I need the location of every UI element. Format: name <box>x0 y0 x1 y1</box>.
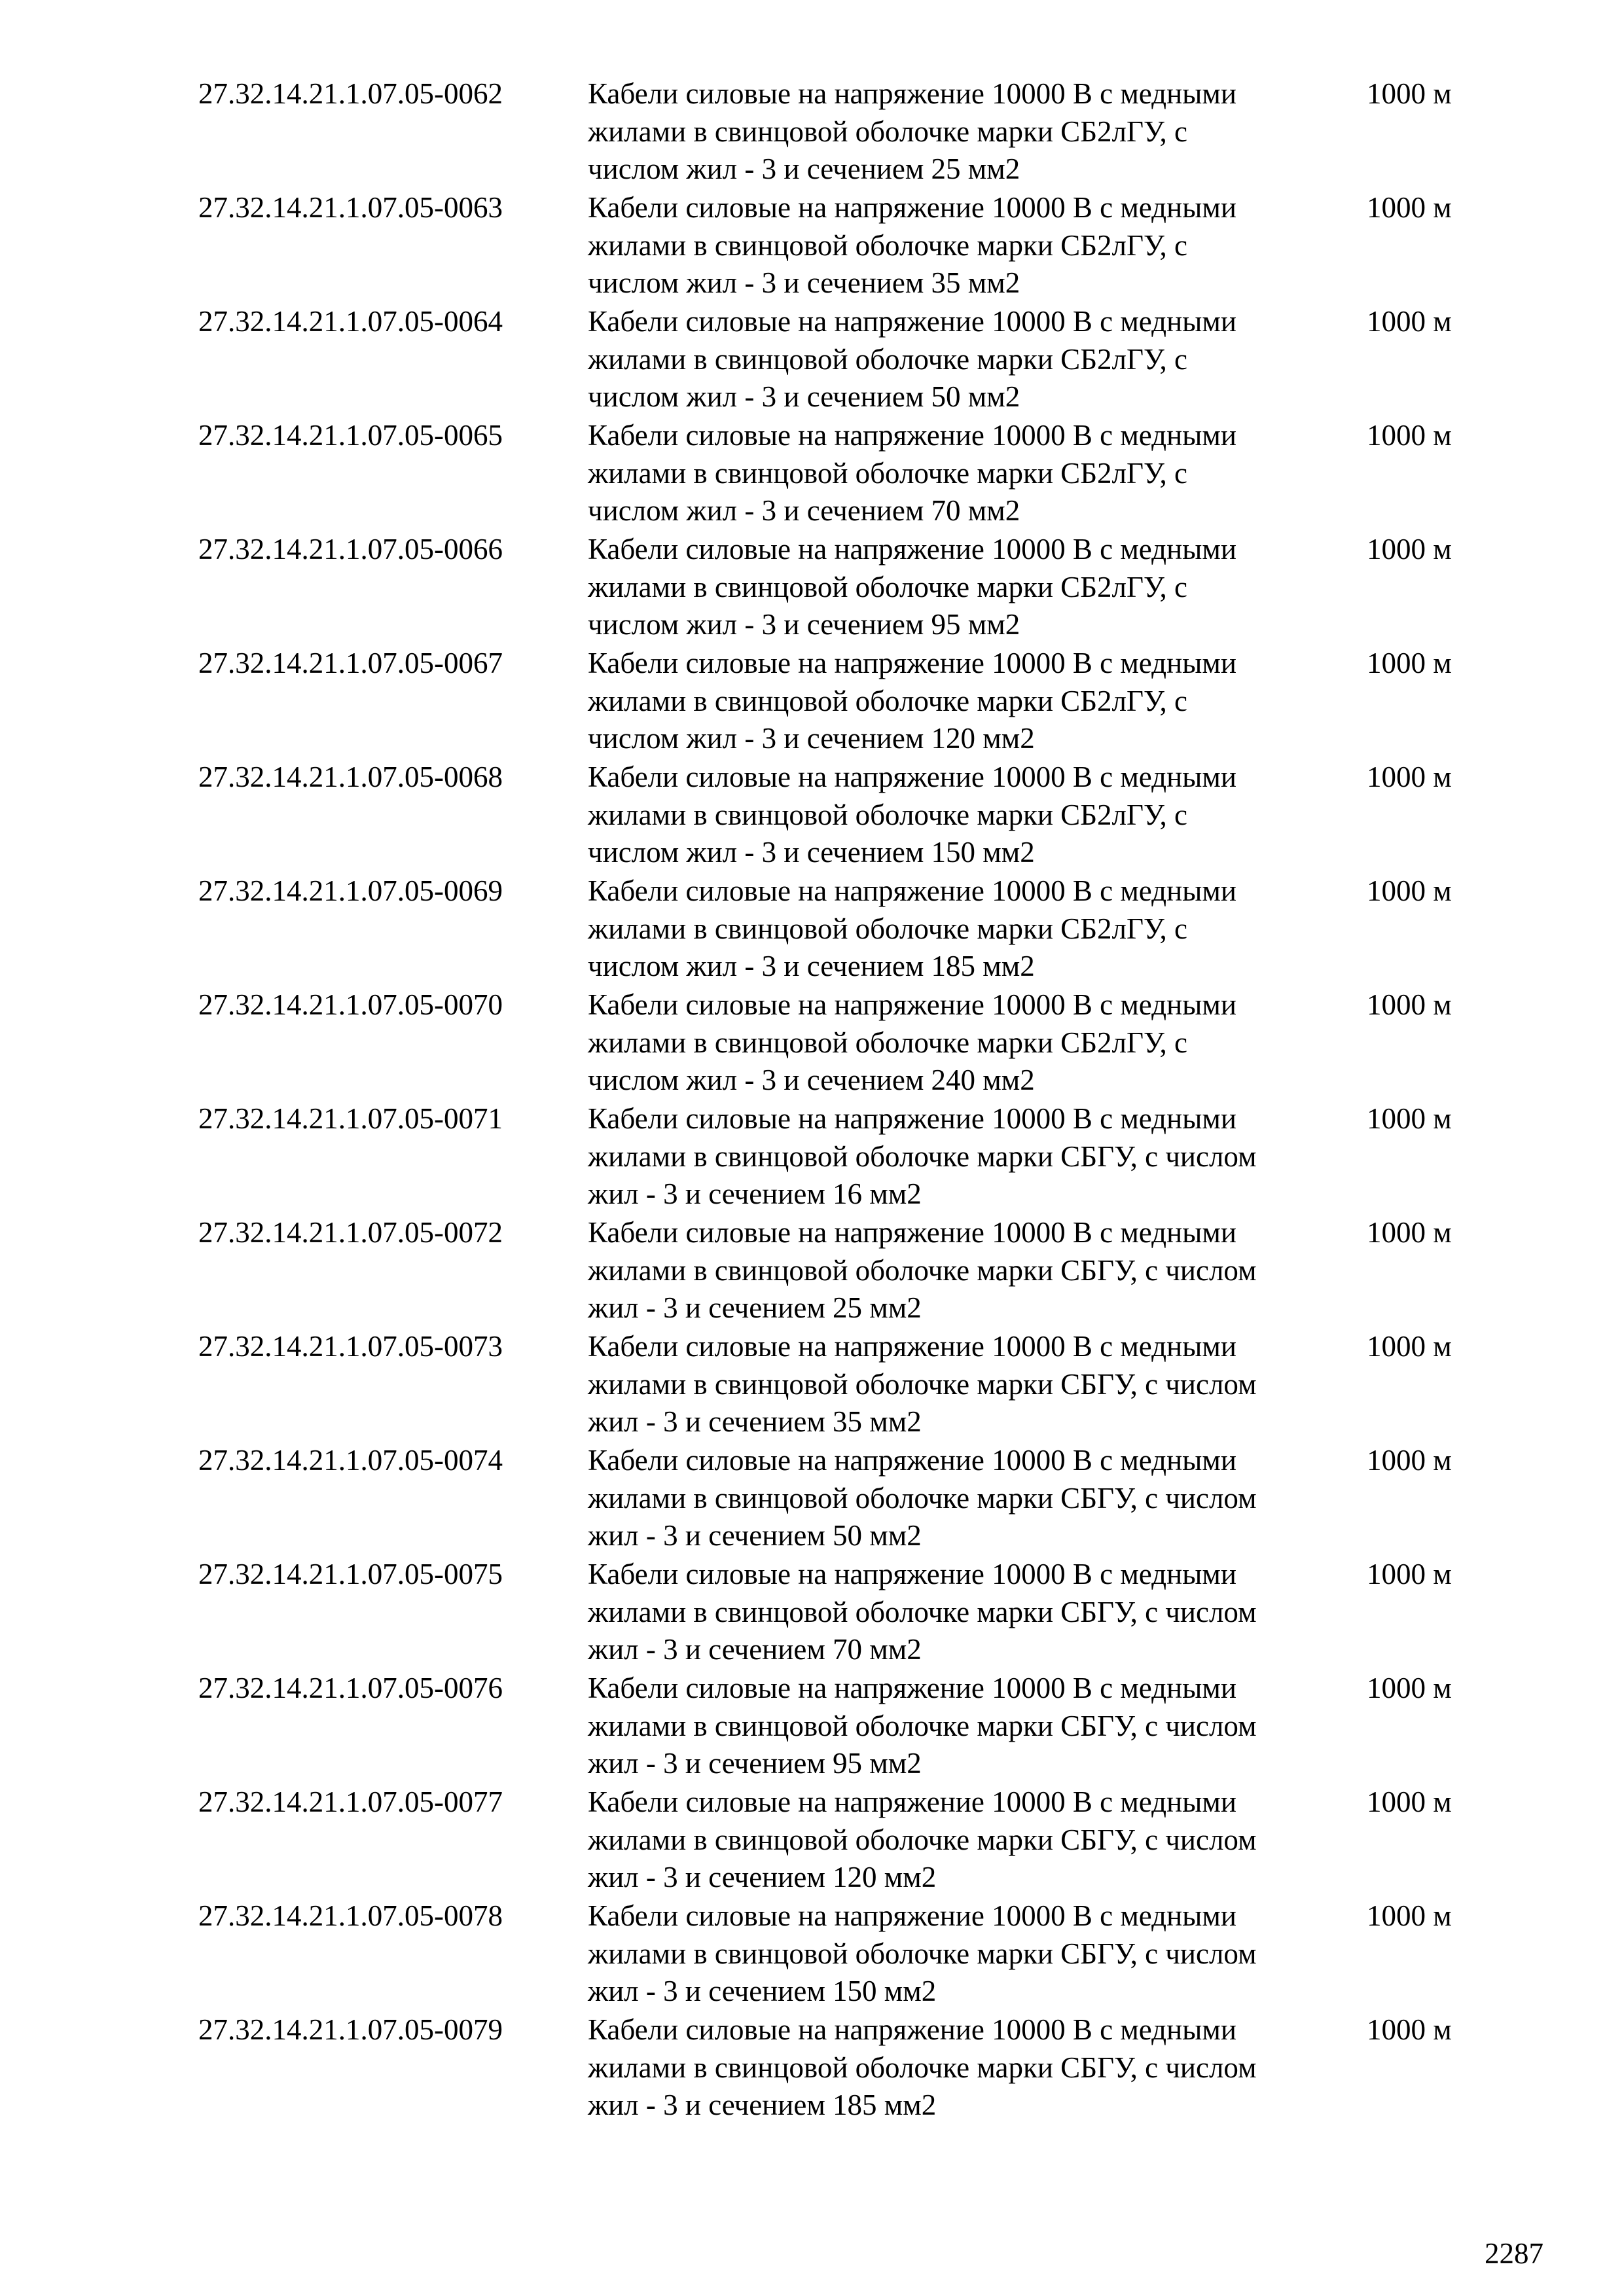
resource-code: 27.32.14.21.1.07.05-0074 <box>198 1444 503 1477</box>
description-line: жилами в свинцовой оболочке марки СБГУ, с числом <box>588 1367 1257 1401</box>
resource-code: 27.32.14.21.1.07.05-0079 <box>198 2013 503 2046</box>
description-line: жил - 3 и сечением 16 мм2 <box>588 1177 922 1210</box>
description-line: жилами в свинцовой оболочке марки СБГУ, с числом <box>588 1253 1257 1287</box>
resource-unit: 1000 м <box>1367 874 1452 907</box>
resource-code: 27.32.14.21.1.07.05-0067 <box>198 647 503 679</box>
description-line: жил - 3 и сечением 120 мм2 <box>588 1861 937 1893</box>
resource-description <box>588 759 1367 872</box>
list-item <box>0 75 1624 189</box>
description-line: жил - 3 и сечением 35 мм2 <box>588 1405 922 1438</box>
resource-list <box>0 75 1624 2125</box>
description-line: жилами в свинцовой оболочке марки СБ2лГУ, с <box>588 570 1187 603</box>
description-line: числом жил - 3 и сечением 35 мм2 <box>588 266 1020 299</box>
resource-code: 27.32.14.21.1.07.05-0078 <box>198 1899 503 1932</box>
description-line: жилами в свинцовой оболочке марки СБГУ, с числом <box>588 1595 1257 1628</box>
resource-unit: 1000 м <box>1367 1558 1452 1590</box>
resource-description <box>588 986 1367 1100</box>
resource-description <box>588 75 1367 188</box>
resource-description <box>588 1670 1367 1783</box>
description-line: жил - 3 и сечением 25 мм2 <box>588 1291 922 1324</box>
resource-code: 27.32.14.21.1.07.05-0075 <box>198 1558 503 1590</box>
resource-unit: 1000 м <box>1367 1330 1452 1363</box>
list-item <box>0 1100 1624 1214</box>
resource-unit: 1000 м <box>1367 533 1452 565</box>
description-line: жилами в свинцовой оболочке марки СБГУ, с числом <box>588 1823 1257 1856</box>
description-line: жил - 3 и сечением 150 мм2 <box>588 1975 937 2007</box>
description-line: Кабели силовые на напряжение 10000 В с медными <box>588 533 1236 565</box>
list-item <box>0 759 1624 872</box>
description-line: Кабели силовые на напряжение 10000 В с медными <box>588 647 1236 679</box>
resource-unit: 1000 м <box>1367 1785 1452 1818</box>
list-item <box>0 417 1624 531</box>
description-line: Кабели силовые на напряжение 10000 В с медными <box>588 874 1236 907</box>
description-line: числом жил - 3 и сечением 120 мм2 <box>588 722 1035 755</box>
resource-unit: 1000 м <box>1367 191 1452 224</box>
list-item <box>0 303 1624 417</box>
resource-description <box>588 189 1367 302</box>
page-number: 2287 <box>1485 2237 1543 2270</box>
list-item <box>0 645 1624 759</box>
resource-description <box>588 1328 1367 1441</box>
description-line: жилами в свинцовой оболочке марки СБГУ, с числом <box>588 1481 1257 1515</box>
resource-code: 27.32.14.21.1.07.05-0070 <box>198 988 503 1021</box>
resource-description <box>588 531 1367 644</box>
resource-unit: 1000 м <box>1367 647 1452 679</box>
list-item <box>0 872 1624 986</box>
list-item <box>0 1897 1624 2011</box>
description-line: числом жил - 3 и сечением 50 мм2 <box>588 380 1020 413</box>
description-line: жил - 3 и сечением 185 мм2 <box>588 2089 937 2121</box>
description-line: числом жил - 3 и сечением 240 мм2 <box>588 1064 1035 1096</box>
resource-description <box>588 872 1367 986</box>
resource-unit: 1000 м <box>1367 1672 1452 1704</box>
resource-description <box>588 645 1367 758</box>
description-line: числом жил - 3 и сечением 25 мм2 <box>588 152 1020 185</box>
resource-unit: 1000 м <box>1367 1444 1452 1477</box>
description-line: Кабели силовые на напряжение 10000 В с медными <box>588 1785 1236 1818</box>
description-line: Кабели силовые на напряжение 10000 В с медными <box>588 305 1236 338</box>
description-line: жилами в свинцовой оболочке марки СБ2лГУ, с <box>588 342 1187 376</box>
resource-unit: 1000 м <box>1367 1216 1452 1249</box>
resource-code: 27.32.14.21.1.07.05-0077 <box>198 1785 503 1818</box>
description-line: Кабели силовые на напряжение 10000 В с медными <box>588 77 1236 110</box>
resource-unit: 1000 м <box>1367 1102 1452 1135</box>
resource-code: 27.32.14.21.1.07.05-0064 <box>198 305 503 338</box>
resource-code: 27.32.14.21.1.07.05-0062 <box>198 77 503 110</box>
description-line: Кабели силовые на напряжение 10000 В с медными <box>588 761 1236 793</box>
resource-code: 27.32.14.21.1.07.05-0069 <box>198 874 503 907</box>
resource-unit: 1000 м <box>1367 77 1452 110</box>
resource-unit: 1000 м <box>1367 419 1452 452</box>
description-line: числом жил - 3 и сечением 70 мм2 <box>588 494 1020 527</box>
resource-description <box>588 1214 1367 1327</box>
list-item <box>0 986 1624 1100</box>
list-item <box>0 2011 1624 2125</box>
list-item <box>0 531 1624 645</box>
resource-code: 27.32.14.21.1.07.05-0076 <box>198 1672 503 1704</box>
list-item <box>0 1328 1624 1442</box>
description-line: жилами в свинцовой оболочке марки СБ2лГУ, с <box>588 456 1187 490</box>
description-line: числом жил - 3 и сечением 150 мм2 <box>588 836 1035 869</box>
description-line: числом жил - 3 и сечением 185 мм2 <box>588 950 1035 982</box>
resource-unit: 1000 м <box>1367 2013 1452 2046</box>
description-line: жилами в свинцовой оболочке марки СБГУ, с числом <box>588 2051 1257 2084</box>
resource-description <box>588 2011 1367 2125</box>
description-line: Кабели силовые на напряжение 10000 В с медными <box>588 2013 1236 2046</box>
resource-description <box>588 1100 1367 1213</box>
list-item <box>0 1556 1624 1670</box>
description-line: жилами в свинцовой оболочке марки СБ2лГУ, с <box>588 1026 1187 1059</box>
resource-unit: 1000 м <box>1367 1899 1452 1932</box>
description-line: жил - 3 и сечением 50 мм2 <box>588 1519 922 1552</box>
resource-unit: 1000 м <box>1367 761 1452 793</box>
resource-description <box>588 1556 1367 1669</box>
description-line: жилами в свинцовой оболочке марки СБГУ, с числом <box>588 1937 1257 1970</box>
description-line: Кабели силовые на напряжение 10000 В с медными <box>588 1899 1236 1932</box>
description-line: жилами в свинцовой оболочке марки СБ2лГУ, с <box>588 912 1187 945</box>
description-line: жилами в свинцовой оболочке марки СБ2лГУ, с <box>588 684 1187 717</box>
description-line: Кабели силовые на напряжение 10000 В с медными <box>588 1444 1236 1477</box>
description-line: жил - 3 и сечением 95 мм2 <box>588 1747 922 1780</box>
resource-description <box>588 1442 1367 1555</box>
description-line: жилами в свинцовой оболочке марки СБГУ, с числом <box>588 1139 1257 1173</box>
description-line: Кабели силовые на напряжение 10000 В с медными <box>588 1102 1236 1135</box>
description-line: жилами в свинцовой оболочке марки СБ2лГУ, с <box>588 228 1187 262</box>
description-line: жилами в свинцовой оболочке марки СБГУ, с числом <box>588 1709 1257 1742</box>
list-item <box>0 1442 1624 1556</box>
resource-description <box>588 1897 1367 2011</box>
resource-code: 27.32.14.21.1.07.05-0073 <box>198 1330 503 1363</box>
resource-unit: 1000 м <box>1367 988 1452 1021</box>
resource-description <box>588 1784 1367 1897</box>
description-line: Кабели силовые на напряжение 10000 В с медными <box>588 1330 1236 1363</box>
description-line: жилами в свинцовой оболочке марки СБ2лГУ, с <box>588 798 1187 831</box>
resource-description <box>588 303 1367 416</box>
description-line: Кабели силовые на напряжение 10000 В с медными <box>588 191 1236 224</box>
description-line: числом жил - 3 и сечением 95 мм2 <box>588 608 1020 641</box>
resource-code: 27.32.14.21.1.07.05-0063 <box>198 191 503 224</box>
resource-code: 27.32.14.21.1.07.05-0072 <box>198 1216 503 1249</box>
resource-code: 27.32.14.21.1.07.05-0071 <box>198 1102 503 1135</box>
description-line: Кабели силовые на напряжение 10000 В с медными <box>588 1558 1236 1590</box>
list-item <box>0 1214 1624 1328</box>
list-item <box>0 1670 1624 1784</box>
description-line: жилами в свинцовой оболочке марки СБ2лГУ, с <box>588 115 1187 148</box>
description-line: жил - 3 и сечением 70 мм2 <box>588 1633 922 1666</box>
list-item <box>0 189 1624 303</box>
resource-code: 27.32.14.21.1.07.05-0066 <box>198 533 503 565</box>
resource-code: 27.32.14.21.1.07.05-0068 <box>198 761 503 793</box>
description-line: Кабели силовые на напряжение 10000 В с медными <box>588 419 1236 452</box>
resource-code: 27.32.14.21.1.07.05-0065 <box>198 419 503 452</box>
description-line: Кабели силовые на напряжение 10000 В с медными <box>588 988 1236 1021</box>
list-item <box>0 1784 1624 1897</box>
resource-unit: 1000 м <box>1367 305 1452 338</box>
description-line: Кабели силовые на напряжение 10000 В с медными <box>588 1216 1236 1249</box>
resource-description <box>588 417 1367 530</box>
description-line: Кабели силовые на напряжение 10000 В с медными <box>588 1672 1236 1704</box>
